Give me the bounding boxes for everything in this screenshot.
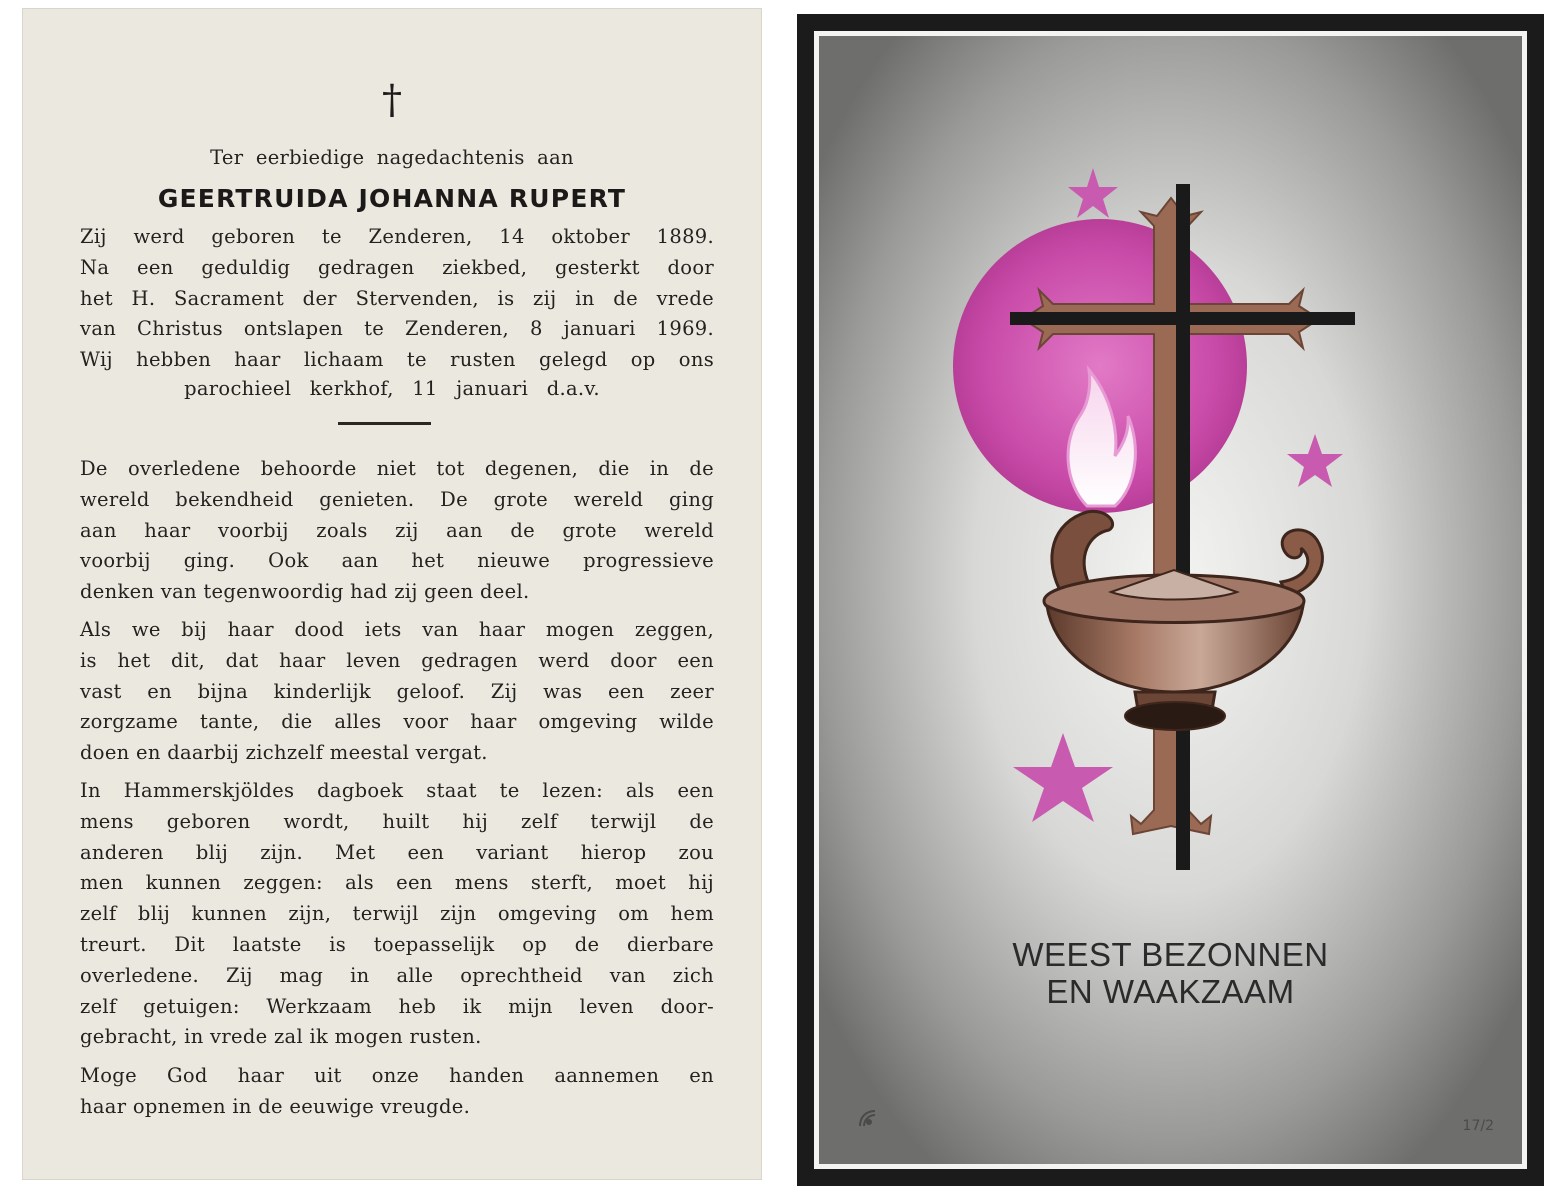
motto-line-1: WEEST BEZONNEN — [1012, 936, 1329, 973]
bio-line: Zij werd geboren te Zenderen, 14 oktober 1889. — [80, 225, 714, 248]
text-line: men kunnen zeggen: als een mens sterft, moet hij — [80, 871, 714, 895]
illustration-panel — [819, 36, 1522, 1164]
text-line: haar opnemen in de eeuwige vreugde. — [80, 1094, 471, 1118]
text-line: vast en bijna kinderlijk geloof. Zij was een zeer — [80, 679, 714, 703]
cross-symbol: † — [382, 77, 402, 123]
text-line: overledene. Zij mag in alle oprechtheid van zich — [80, 963, 714, 987]
motto-text — [819, 936, 1522, 1010]
bio-last-line: parochieel kerkhof, 11 januari d.a.v. — [184, 377, 600, 400]
text-line: zorgzame tante, die alles voor haar omgeving wilde — [80, 710, 714, 734]
text-line: wereld bekendheid genieten. De grote wereld ging — [80, 487, 714, 511]
text-line: mens geboren wordt, huilt hij zelf terwijl de — [80, 809, 714, 833]
motto-line-2: EN WAAKZAAM — [1046, 973, 1295, 1010]
bio-line: Wij hebben haar lichaam te rusten gelegd op ons — [80, 348, 714, 372]
text-line: is het dit, dat haar leven gedragen werd door een — [80, 648, 714, 672]
text-line: anderen blij zijn. Met een variant hierop zou — [80, 840, 714, 864]
bio-line: het H. Sacrament der Stervenden, is zij in de vrede — [80, 286, 714, 310]
intro-line: Ter eerbiedige nagedachtenis aan — [210, 146, 574, 169]
text-line: aan haar voorbij zoals zij aan de grote wereld — [80, 518, 714, 542]
text-line: De overledene behoorde niet tot degenen, die in de — [80, 457, 714, 480]
text-line: doen en daarbij zichzelf meestal vergat. — [80, 741, 488, 765]
divider-rule — [338, 422, 431, 425]
memorial-card-picture-side — [797, 14, 1544, 1186]
text-line: treurt. Dit laatste is toepasselijk op de dierbare — [80, 932, 714, 956]
paragraph-4 — [80, 1061, 714, 1123]
paragraph-3 — [80, 776, 714, 1053]
memorial-card-text-side — [22, 8, 762, 1180]
text-line: voorbij ging. Ook aan het nieuwe progressieve — [80, 549, 714, 573]
text-line: zelf blij kunnen zijn, terwijl zijn omgeving om hem — [80, 902, 714, 926]
text-line: Als we bij haar dood iets van haar mogen zeggen, — [80, 618, 714, 641]
card-number: 17/2 — [1462, 1118, 1494, 1134]
publisher-logo-icon — [857, 1108, 879, 1130]
paragraph-2 — [80, 615, 714, 769]
text-line: gebracht, in vrede zal ik mogen rusten. — [80, 1025, 482, 1049]
text-line: Moge God haar uit onze handen aannemen en — [80, 1064, 714, 1087]
text-line: In Hammerskjöldes dagboek staat te lezen: als een — [80, 779, 714, 802]
black-cross-vertical — [1176, 184, 1190, 870]
bio-line: van Christus ontslapen te Zenderen, 8 januari 1969. — [80, 317, 714, 341]
text-line: zelf getuigen: Werkzaam heb ik mijn leven door- — [80, 994, 714, 1018]
black-cross-horizontal — [1010, 312, 1355, 325]
bio-line: Na een geduldig gedragen ziekbed, gesterkt door — [80, 255, 714, 279]
biography-text — [80, 222, 714, 376]
text-line: denken van tegenwoordig had zij geen deel. — [80, 580, 530, 604]
paragraph-1 — [80, 454, 714, 608]
deceased-name: GEERTRUIDA JOHANNA RUPERT — [157, 184, 627, 213]
